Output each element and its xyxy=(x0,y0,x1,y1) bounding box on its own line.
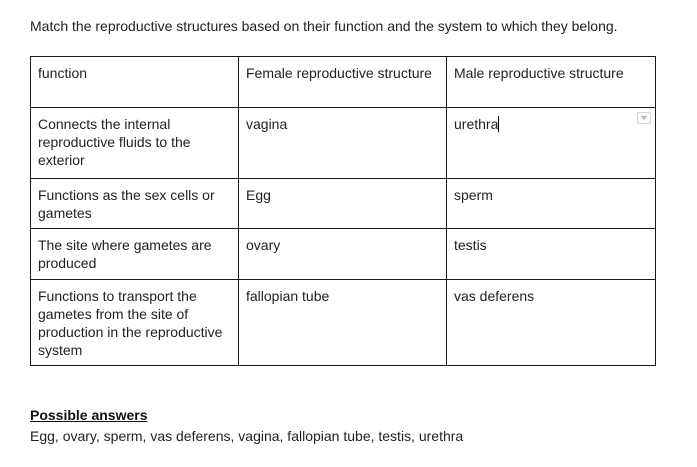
matching-table xyxy=(30,56,656,366)
header-male-structure[interactable]: Male reproductive structure xyxy=(447,57,656,108)
table-row xyxy=(31,229,656,280)
male-answer-cell-active[interactable] xyxy=(447,108,656,179)
function-cell[interactable]: Connects the internal reproductive fluids to the exterior xyxy=(31,108,239,179)
table-row xyxy=(31,280,656,366)
table-row xyxy=(31,108,656,179)
male-answer-cell[interactable]: sperm xyxy=(447,179,656,229)
function-cell[interactable]: Functions to transport the gametes from the site of production in the reproductive system xyxy=(31,280,239,366)
male-answer-cell[interactable]: vas deferens xyxy=(447,280,656,366)
female-answer-cell[interactable]: vagina xyxy=(239,108,447,179)
female-answer-cell[interactable]: ovary xyxy=(239,229,447,280)
male-answer-text: urethra xyxy=(454,116,499,132)
function-cell[interactable]: The site where gametes are produced xyxy=(31,229,239,280)
header-function[interactable]: function xyxy=(31,57,239,108)
female-answer-cell[interactable]: Egg xyxy=(239,179,447,229)
text-cursor xyxy=(498,116,499,132)
possible-answers-heading: Possible answers xyxy=(30,407,148,423)
table-header-row xyxy=(31,57,656,108)
function-cell[interactable]: Functions as the sex cells or gametes xyxy=(31,179,239,229)
instruction-text: Match the reproductive structures based on their function and the system to which they belong. xyxy=(30,18,618,34)
female-answer-cell[interactable]: fallopian tube xyxy=(239,280,447,366)
chevron-down-icon[interactable] xyxy=(637,112,651,124)
possible-answers-list: Egg, ovary, sperm, vas deferens, vagina, fallopian tube, testis, urethra xyxy=(30,428,464,444)
male-answer-cell[interactable]: testis xyxy=(447,229,656,280)
table-row xyxy=(31,179,656,229)
header-female-structure[interactable]: Female reproductive structure xyxy=(239,57,447,108)
